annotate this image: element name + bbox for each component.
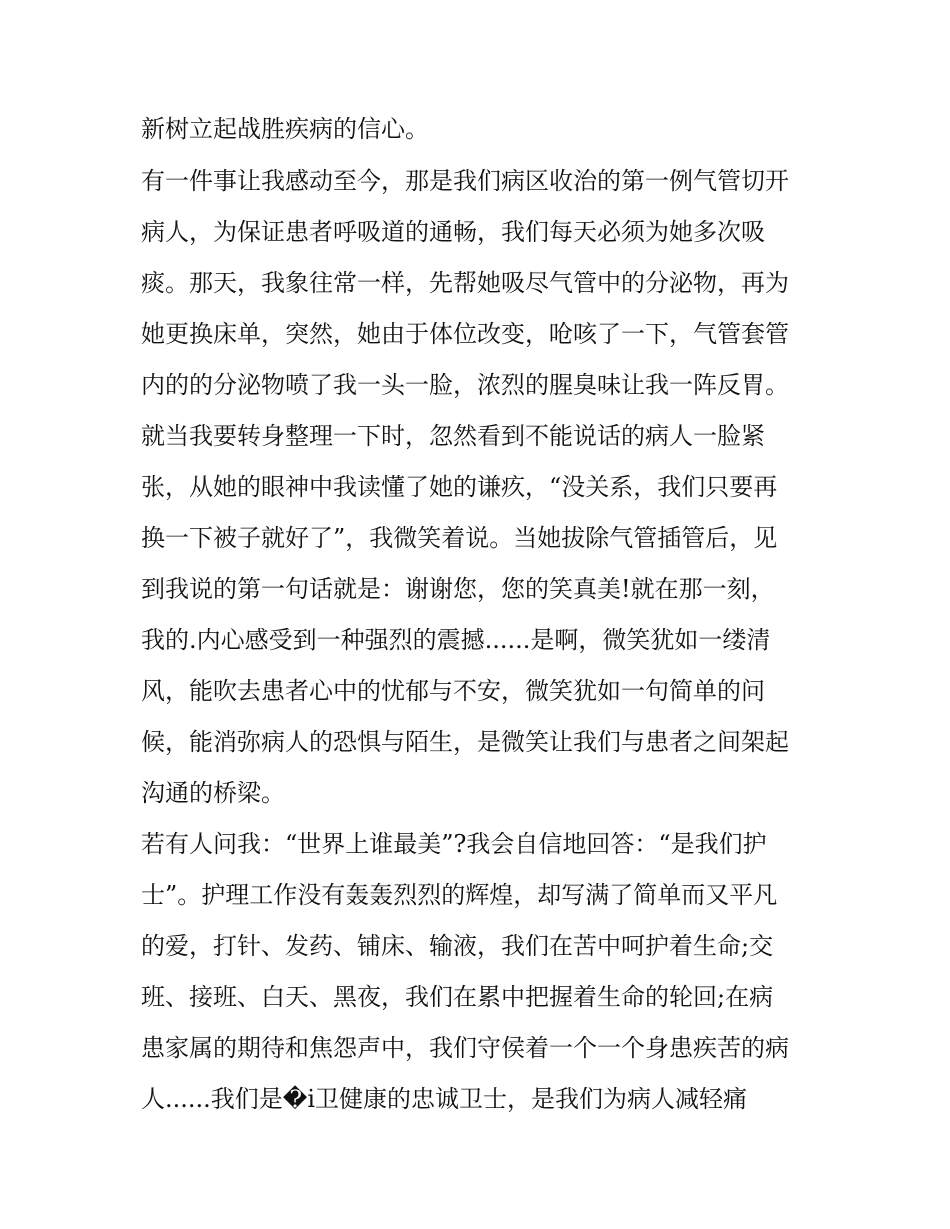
text-line: 张，从她的眼神中我读懂了她的谦疚，“没关系，我们只要再 [141, 473, 778, 501]
text-line: 痰。那天，我象往常一样，先帮她吸尽气管中的分泌物，再为 [141, 269, 789, 297]
text-line: 人......我们是�i卫健康的忠诚卫士，是我们为病人减轻痛 [141, 1085, 748, 1113]
text-line: 内的的分泌物喷了我一头一脸，浓烈的腥臭味让我一阵反胃。 [141, 371, 789, 399]
text-line: 若有人问我：“世界上谁最美”?我会自信地回答：“是我们护 [141, 830, 767, 858]
text-line: 她更换床单，突然，她由于体位改变，呛咳了一下，气管套管 [141, 320, 789, 348]
text-line: 到我说的第一句话就是：谢谢您，您的笑真美!就在那一刻， [141, 575, 775, 603]
text-line: 风，能吹去患者心中的忧郁与不安，微笑犹如一句简单的问 [141, 677, 765, 705]
text-line: 沟通的桥梁。 [141, 779, 285, 807]
text-line: 患家属的期待和焦怨声中，我们守侯着一个一个身患疾苦的病 [141, 1034, 789, 1062]
text-line: 病人，为保证患者呼吸道的通畅，我们每天必须为她多次吸 [141, 218, 765, 246]
text-line: 班、接班、白天、黑夜，我们在累中把握着生命的轮回;在病 [141, 983, 774, 1011]
text-line: 就当我要转身整理一下时，忽然看到不能说话的病人一脸紧 [141, 422, 765, 450]
text-line: 新树立起战胜疾病的信心。 [141, 115, 429, 143]
text-line: 候，能消弥病人的恐惧与陌生，是微笑让我们与患者之间架起 [141, 728, 789, 756]
text-line: 的爱，打针、发药、铺床、输液，我们在苦中呵护着生命;交 [141, 932, 774, 960]
text-line: 士”。护理工作没有轰轰烈烈的辉煌，却写满了简单而又平凡 [141, 881, 778, 909]
text-line: 我的.内心感受到一种强烈的震撼......是啊，微笑犹如一缕清 [141, 626, 771, 654]
text-line: 有一件事让我感动至今，那是我们病区收治的第一例气管切开 [141, 167, 789, 195]
text-line: 换一下被子就好了”，我微笑着说。当她拔除气管插管后，见 [141, 524, 778, 552]
